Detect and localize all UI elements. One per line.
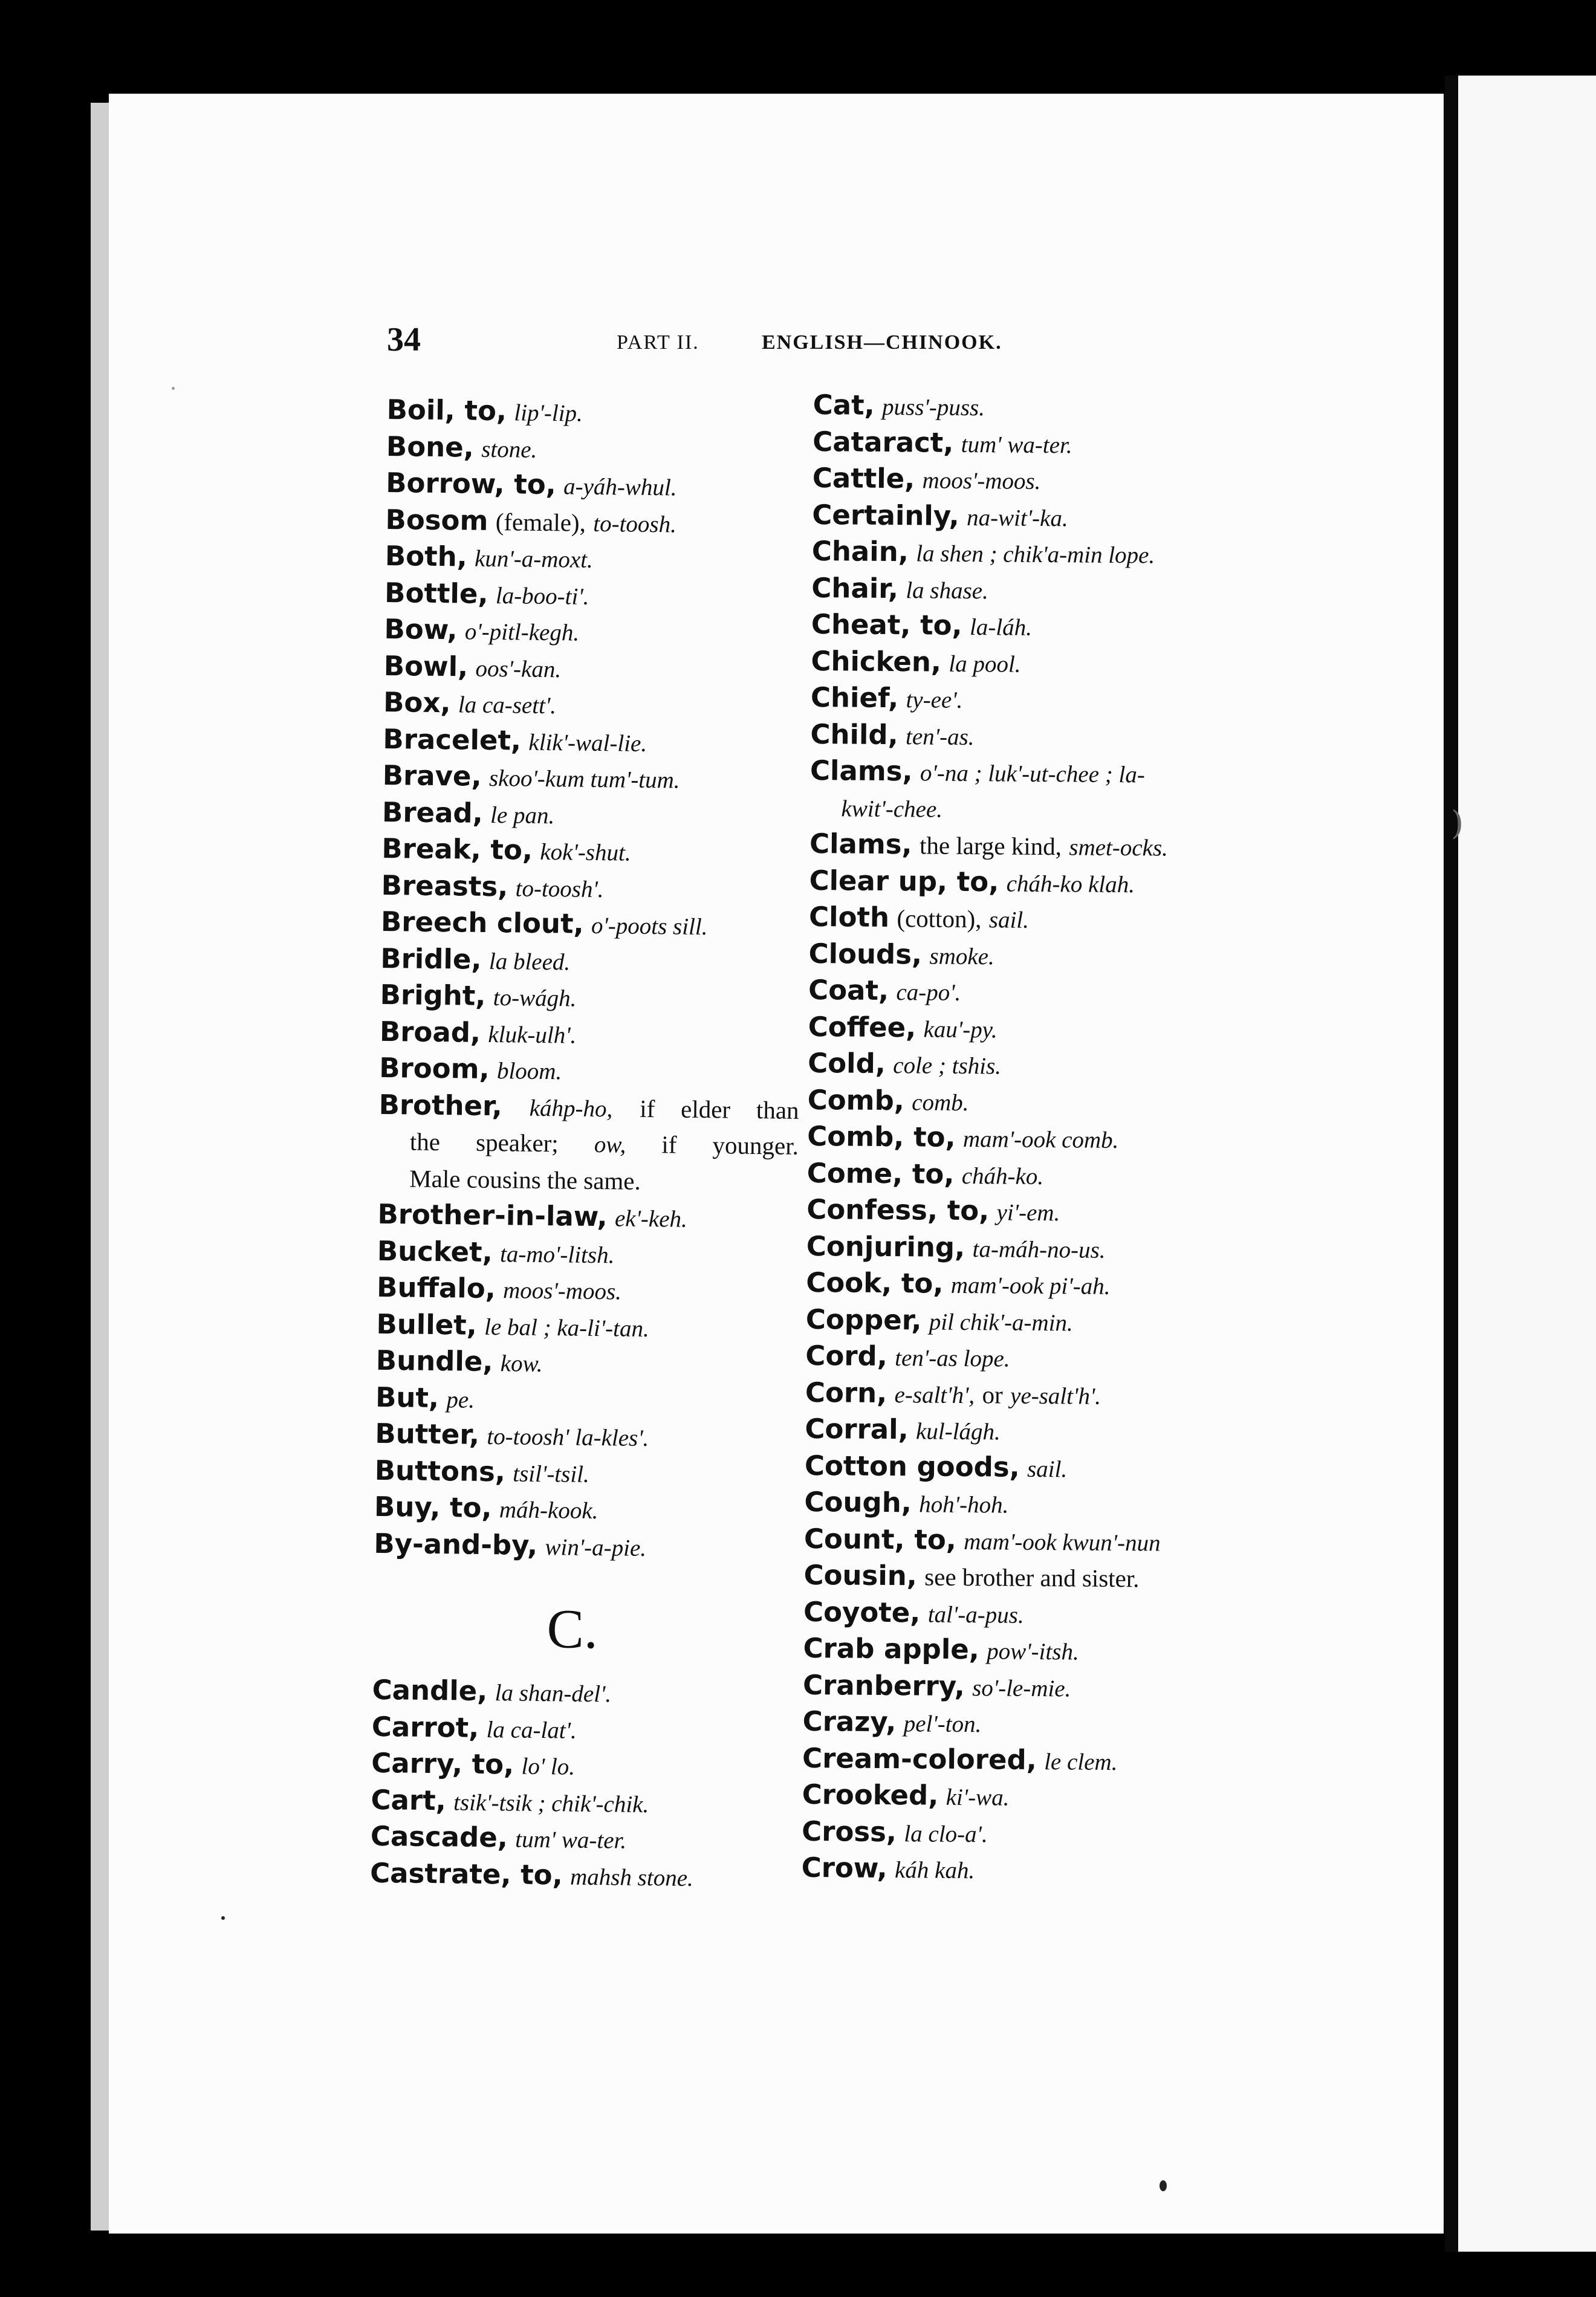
dictionary-entry: [806, 1191, 1278, 1232]
dictionary-entry: [810, 753, 1282, 793]
dictionary-entry: [385, 538, 809, 579]
chinook-translation: moos'-moos.: [922, 467, 1041, 494]
headword: Cold,: [808, 1046, 886, 1080]
dictionary-entry: [375, 1379, 799, 1420]
headword: Broom,: [379, 1051, 490, 1085]
chinook-translation: mam'-ook kwun'-nun: [964, 1528, 1161, 1557]
chinook-translation: o'-na ; luk'-ut-chee ; la-: [920, 760, 1146, 788]
dictionary-entry: [376, 1306, 800, 1347]
headword: Broad,: [379, 1015, 481, 1049]
chinook-translation: lo' lo.: [521, 1753, 576, 1780]
chinook-translation: mam'-ook comb.: [962, 1126, 1119, 1154]
dictionary-entry: [383, 721, 806, 762]
dictionary-entry: [808, 972, 1280, 1012]
dictionary-entry: [813, 460, 1284, 501]
dictionary-entry: [371, 1818, 794, 1859]
headword: Cloth: [808, 900, 890, 934]
headword: Butter,: [375, 1417, 480, 1451]
dictionary-entry: [377, 1269, 800, 1310]
dictionary-entry: [811, 606, 1283, 647]
continuation-text: the speaker;: [409, 1127, 559, 1158]
chinook-translation: tum' wa-ter.: [961, 431, 1072, 458]
dictionary-entry: [378, 1123, 799, 1164]
headword: Conjuring,: [806, 1229, 965, 1263]
dictionary-entry: [382, 757, 806, 799]
headword: Bottle,: [384, 576, 488, 610]
chinook-translation: to-wágh.: [493, 985, 577, 1012]
chinook-translation: la pool.: [949, 650, 1021, 678]
chinook-translation: la ca-lat'.: [486, 1716, 577, 1744]
gloss-note: if elder than: [640, 1094, 799, 1124]
chinook-translation: la-boo-ti'.: [495, 582, 589, 610]
chinook-translation: tsil'-tsil.: [513, 1460, 590, 1488]
dictionary-entry: [802, 1703, 1274, 1744]
gloss-note: or: [982, 1380, 1003, 1409]
dictionary-entry: [813, 387, 1285, 427]
dictionary-entry: [372, 1708, 796, 1749]
chinook-translation: ki'-wa.: [946, 1784, 1010, 1811]
print-speck: [1160, 2180, 1167, 2191]
dictionary-entry: [374, 1489, 798, 1530]
facing-page-mark: ): [1451, 804, 1464, 842]
headword: Bundle,: [375, 1344, 493, 1378]
dictionary-entry: [803, 1630, 1274, 1671]
chinook-translation: oos'-kan.: [475, 655, 562, 682]
chinook-translation: ye-salt'h'.: [1010, 1382, 1101, 1410]
continuation-text: Male cousins the same.: [409, 1164, 641, 1195]
chinook-translation: e-salt'h',: [894, 1381, 975, 1408]
facing-page: [1458, 76, 1596, 2252]
dictionary-entry: [805, 1411, 1276, 1451]
headword: Bow,: [384, 612, 458, 646]
chinook-translation: lip'-lip.: [514, 400, 583, 427]
chinook-translation: skoo'-kum tum'-tum.: [488, 765, 680, 794]
dictionary-entry: [803, 1593, 1275, 1634]
chinook-translation: la shan-del'.: [495, 1680, 612, 1708]
chinook-translation: to-toosh' la-kles'.: [487, 1423, 649, 1452]
headword: Break, to,: [381, 832, 533, 866]
dictionary-entry: [804, 1520, 1276, 1561]
chinook-translation: o'-pitl-kegh.: [464, 618, 580, 646]
chinook-translation: to-toosh.: [593, 510, 677, 537]
left-column: [370, 392, 810, 1896]
headword: Come, to,: [806, 1156, 955, 1190]
gloss-note: see brother and sister.: [924, 1563, 1140, 1593]
headword: Carry, to,: [371, 1746, 514, 1781]
headword: Borrow, to,: [385, 466, 557, 501]
chinook-translation: ta-máh-no-us.: [972, 1236, 1106, 1263]
chinook-translation: ten'-as.: [905, 723, 975, 750]
chinook-translation: la clo-a'.: [904, 1820, 988, 1847]
chinook-translation: smoke.: [929, 943, 994, 970]
headword: Chief,: [810, 681, 899, 714]
chinook-translation: pe.: [446, 1386, 475, 1413]
chinook-translation: pel'-ton.: [903, 1711, 982, 1738]
running-part: PART II.: [617, 331, 699, 354]
headword: Brother,: [378, 1088, 503, 1122]
chinook-translation: pow'-itsh.: [987, 1638, 1079, 1665]
headword: Comb, to,: [807, 1119, 956, 1153]
chinook-translation: mahsh stone.: [569, 1864, 694, 1891]
chinook-translation: ty-ee'.: [906, 687, 963, 713]
dictionary-entry: [806, 1301, 1277, 1341]
chinook-translation: cole ; tshis.: [893, 1052, 1002, 1080]
headword: Crab apple,: [803, 1631, 980, 1666]
dictionary-entry: [812, 533, 1283, 574]
dictionary-entry: [379, 1050, 803, 1091]
headword: Comb,: [807, 1083, 905, 1116]
gloss-note: if younger.: [661, 1130, 799, 1160]
chinook-translation: kul-lágh.: [915, 1418, 1001, 1445]
page-number: 34: [387, 321, 421, 358]
chinook-translation: yi'-em.: [996, 1199, 1060, 1226]
book-gutter: [1445, 76, 1458, 2252]
dictionary-entry: [371, 1745, 795, 1786]
headword: Bracelet,: [383, 722, 522, 757]
chinook-translation: sail.: [988, 907, 1030, 933]
headword: Crazy,: [802, 1705, 897, 1738]
chinook-translation: pil chik'-a-min.: [929, 1309, 1073, 1336]
headword: Buttons,: [374, 1454, 506, 1488]
chinook-translation: máh-kook.: [499, 1497, 598, 1524]
chinook-translation: kau'-py.: [923, 1016, 997, 1043]
dictionary-entry: [805, 1338, 1277, 1378]
headword: Clams,: [809, 827, 912, 861]
headword: Bone,: [386, 430, 475, 464]
headword: Clear up, to,: [809, 864, 999, 898]
chinook-translation: ow,: [594, 1131, 626, 1158]
headword: Cheat, to,: [811, 607, 962, 641]
chinook-translation: ta-mo'-litsh.: [499, 1240, 615, 1268]
dictionary-entry: [381, 831, 805, 872]
headword: Crow,: [801, 1851, 887, 1885]
dictionary-entry: [809, 862, 1280, 902]
dictionary-entry: [805, 1374, 1277, 1414]
chinook-translation: win'-a-pie.: [545, 1534, 647, 1561]
dictionary-entry: [807, 1118, 1279, 1159]
headword: Child,: [810, 718, 898, 751]
dictionary-entry: [375, 1343, 799, 1384]
headword: Chain,: [811, 534, 909, 568]
chinook-translation: kok'-shut.: [540, 838, 631, 866]
chinook-translation: klik'-wal-lie.: [528, 729, 647, 757]
headword: Bucket,: [377, 1234, 493, 1268]
headword: Cataract,: [813, 425, 954, 459]
chinook-translation: puss'-puss.: [881, 394, 985, 421]
dictionary-entry: [813, 423, 1284, 464]
headword: Cotton goods,: [804, 1449, 1020, 1483]
chinook-translation: smet-ocks.: [1069, 834, 1169, 861]
headword: Copper,: [805, 1303, 922, 1336]
entries-b: [374, 392, 810, 1567]
print-speck: [172, 387, 175, 390]
chinook-translation: comb.: [912, 1089, 969, 1116]
headword: Breech clout,: [380, 905, 584, 940]
dictionary-entry: [808, 935, 1280, 976]
headword: Coffee,: [808, 1010, 916, 1043]
chinook-translation: bloom.: [496, 1058, 562, 1085]
chinook-translation: káh kah.: [894, 1857, 975, 1884]
section-letter: C.: [547, 1598, 598, 1660]
chinook-translation: tal'-a-pus.: [927, 1601, 1024, 1628]
chinook-translation: ek'-keh.: [614, 1205, 688, 1233]
headword: Carrot,: [371, 1710, 479, 1744]
chinook-translation: sail.: [1027, 1456, 1068, 1482]
chinook-translation: ten'-as lope.: [895, 1345, 1010, 1372]
dictionary-entry: [371, 1781, 794, 1822]
chinook-translation: la-láh.: [969, 614, 1033, 641]
dictionary-entry: [811, 643, 1282, 683]
headword: Buffalo,: [376, 1271, 496, 1305]
chinook-translation: le bal ; ka-li'-tan.: [484, 1314, 650, 1342]
dictionary-entry: [807, 1155, 1279, 1195]
dictionary-entry: [384, 574, 808, 615]
headword: Cat,: [813, 388, 875, 421]
dictionary-entry: [378, 1086, 799, 1127]
chinook-translation: so'-le-mie.: [972, 1674, 1071, 1702]
dictionary-entry: [804, 1484, 1276, 1524]
dictionary-entry: [384, 647, 808, 688]
headword: Cross,: [802, 1815, 897, 1848]
dictionary-entry: [803, 1557, 1275, 1598]
print-speck: [221, 1916, 225, 1920]
chinook-translation: la bleed.: [488, 948, 571, 975]
chinook-translation: o'-poots sill.: [591, 912, 708, 941]
headword: But,: [375, 1381, 440, 1414]
chinook-translation: ca-po'.: [896, 979, 961, 1006]
headword: Bright,: [380, 978, 486, 1012]
dictionary-entry: [370, 1855, 794, 1896]
dictionary-entry: [802, 1850, 1273, 1890]
entries-c-continued: [802, 387, 1285, 1890]
chinook-translation: tsik'-tsik ; chik'-chik.: [453, 1789, 649, 1818]
running-title: ENGLISH—CHINOOK.: [762, 331, 1002, 354]
dictionary-entry: [385, 501, 809, 542]
dictionary-entry: [809, 789, 1281, 829]
dictionary-entry: [811, 679, 1282, 720]
chinook-translation: kow.: [500, 1350, 543, 1378]
headword: Cough,: [804, 1485, 912, 1519]
headword: Bread,: [381, 795, 484, 829]
dictionary-entry: [808, 1008, 1279, 1049]
gloss-note: (cotton),: [897, 904, 982, 933]
dictionary-entry: [386, 428, 810, 469]
chinook-translation: hoh'-hoh.: [919, 1491, 1009, 1518]
chinook-translation: cháh-ko.: [961, 1162, 1044, 1190]
gloss-note: the large kind,: [919, 831, 1062, 861]
headword: Cranberry,: [802, 1668, 965, 1702]
dictionary-entry: [381, 867, 805, 908]
headword: Cream-colored,: [802, 1741, 1037, 1776]
headword: Coat,: [808, 973, 889, 1007]
headword: Cook, to,: [806, 1266, 944, 1300]
dictionary-entry: [386, 465, 809, 506]
dictionary-entry: [380, 977, 803, 1018]
dictionary-entry: [386, 392, 810, 433]
chinook-translation: kun'-a-moxt.: [474, 545, 594, 573]
headword: Clams,: [809, 754, 913, 788]
dictionary-entry: [382, 794, 806, 835]
dictionary-entry: [374, 1452, 798, 1493]
entries-c: [370, 1672, 796, 1896]
dictionary-entry: [802, 1777, 1273, 1817]
chinook-translation: stone.: [481, 436, 537, 463]
headword: Corn,: [805, 1376, 887, 1409]
chinook-translation: na-wit'-ka.: [966, 504, 1068, 531]
dictionary-entry: [809, 899, 1280, 939]
dictionary-entry: [802, 1740, 1274, 1780]
chinook-translation: a-yáh-whul.: [563, 473, 677, 501]
chinook-translation: cháh-ko klah.: [1006, 870, 1135, 898]
headword: Breasts,: [381, 869, 508, 902]
dictionary-entry: [812, 496, 1283, 537]
headword: Clouds,: [808, 937, 923, 970]
headword: Confess, to,: [806, 1193, 990, 1227]
dictionary-entry: [803, 1667, 1274, 1707]
headword: By-and-by,: [374, 1527, 538, 1561]
dictionary-entry: [806, 1265, 1277, 1305]
gloss-note: (female),: [495, 507, 586, 537]
headword: Coyote,: [803, 1595, 921, 1628]
headword: Cart,: [371, 1783, 447, 1816]
headword: Bridle,: [380, 942, 482, 976]
dictionary-entry: [810, 716, 1282, 756]
dictionary-entry: [807, 1081, 1279, 1122]
dictionary-entry: [380, 940, 804, 981]
headword: Box,: [383, 685, 451, 719]
chinook-translation: kluk-ulh'.: [488, 1021, 577, 1049]
headword: Crooked,: [802, 1778, 939, 1812]
chinook-translation: la ca-sett'.: [458, 692, 557, 719]
chinook-translation: tum' wa-ter.: [515, 1826, 627, 1854]
chinook-translation: la shase.: [906, 577, 988, 604]
dictionary-entry: [377, 1196, 801, 1237]
chinook-translation: le pan.: [490, 802, 555, 829]
headword: Boil, to,: [386, 393, 507, 427]
headword: Cattle,: [812, 461, 915, 495]
headword: Corral,: [805, 1412, 909, 1446]
dictionary-entry: [375, 1416, 799, 1457]
headword: Both,: [384, 539, 468, 573]
dictionary-entry: [808, 1045, 1279, 1086]
dictionary-entry: [805, 1447, 1276, 1488]
headword: Chair,: [811, 571, 899, 604]
running-header: [387, 320, 1040, 369]
headword: Castrate, to,: [369, 1856, 563, 1891]
chinook-translation: kwit'-chee.: [841, 795, 943, 823]
dictionary-entry: [811, 569, 1283, 610]
chinook-translation: mam'-ook pi'-ah.: [950, 1272, 1111, 1300]
headword: Brave,: [382, 759, 482, 792]
dictionary-entry: [380, 1013, 803, 1054]
headword: Chicken,: [811, 644, 942, 678]
headword: Bosom: [385, 503, 488, 537]
headword: Certainly,: [812, 498, 959, 532]
chinook-translation: la shen ; chik'a-min lope.: [916, 540, 1155, 569]
headword: Bullet,: [376, 1307, 478, 1341]
headword: Cascade,: [370, 1819, 508, 1854]
dictionary-entry: [383, 684, 807, 725]
headword: Count, to,: [803, 1522, 957, 1556]
dictionary-entry: [802, 1813, 1273, 1853]
dictionary-entry: [381, 904, 805, 945]
headword: Brother-in-law,: [377, 1197, 608, 1233]
headword: Candle,: [372, 1673, 488, 1708]
dictionary-entry: [374, 1525, 797, 1566]
dictionary-entry: [806, 1228, 1278, 1268]
chinook-translation: to-toosh'.: [515, 875, 604, 902]
dictionary-entry: [377, 1233, 801, 1274]
chinook-translation: moos'-moos.: [502, 1277, 622, 1305]
right-column: [802, 387, 1285, 1890]
headword: Cousin,: [803, 1558, 918, 1592]
chinook-translation: le clem.: [1044, 1748, 1118, 1775]
dictionary-entry: [384, 611, 808, 652]
headword: Bowl,: [383, 649, 469, 683]
headword: Buy, to,: [374, 1490, 492, 1524]
chinook-translation: káhp-ho,: [529, 1095, 613, 1122]
headword: Cord,: [805, 1339, 888, 1373]
dictionary-entry: [809, 826, 1281, 866]
dictionary-entry: [378, 1159, 802, 1200]
dictionary-entry: [372, 1672, 796, 1713]
